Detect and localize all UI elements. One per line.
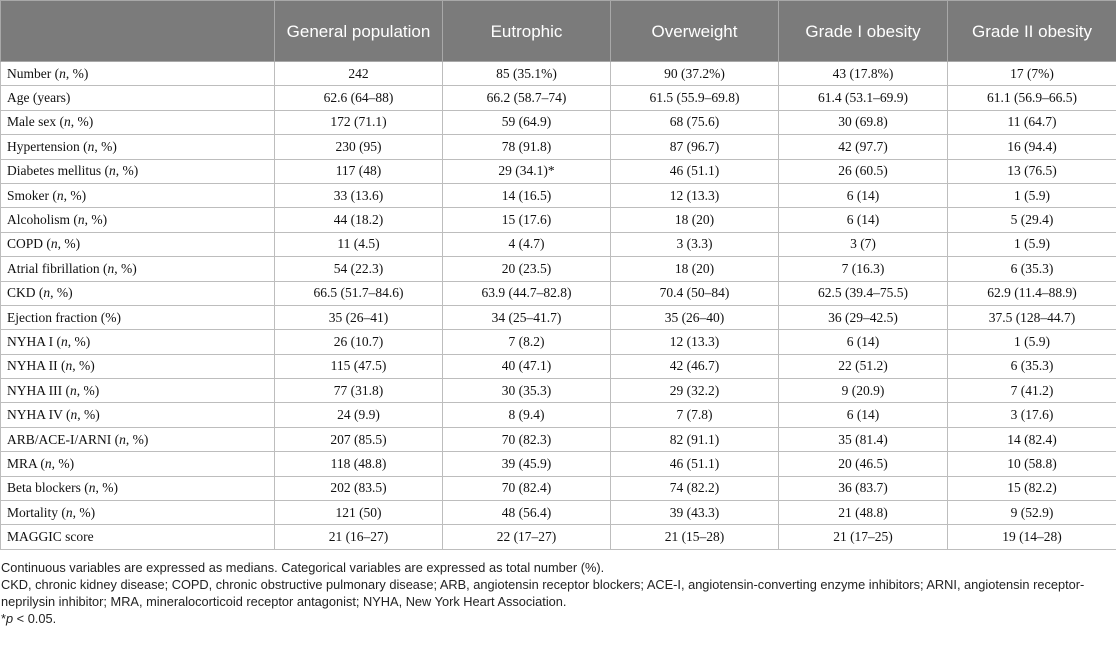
row-label xyxy=(1,62,275,86)
table-notes xyxy=(0,559,1116,627)
row-label xyxy=(1,427,275,451)
table-cell: 8 (9.4) xyxy=(443,403,611,427)
row-label-text: Beta blockers xyxy=(7,480,81,496)
table-cell: 46 (51.1) xyxy=(611,452,779,476)
row-label-unit: (n, %) xyxy=(62,382,100,398)
table-row xyxy=(1,62,1116,86)
table-cell: 26 (60.5) xyxy=(779,159,948,183)
table-cell: 43 (17.8%) xyxy=(779,62,948,86)
row-label-text: ARB/ACE-I/ARNI xyxy=(7,431,112,447)
table-row xyxy=(1,159,1116,183)
table-cell: 6 (14) xyxy=(779,183,948,207)
footnote-star: * xyxy=(1,610,6,626)
note-significance xyxy=(1,610,1116,627)
row-label xyxy=(1,281,275,305)
table-row xyxy=(1,305,1116,329)
table-cell: 36 (29–42.5) xyxy=(779,305,948,329)
header-grade-i-obesity: Grade I obesity xyxy=(779,1,948,62)
table-cell: 4 (4.7) xyxy=(443,232,611,256)
table-cell: 74 (82.2) xyxy=(611,476,779,500)
row-label-unit: (n, %) xyxy=(37,455,75,471)
row-label-unit: (n, %) xyxy=(49,187,87,203)
table-row xyxy=(1,379,1116,403)
footnote-threshold: < 0.05. xyxy=(13,610,57,626)
table-row xyxy=(1,403,1116,427)
table-row xyxy=(1,257,1116,281)
table-cell: 78 (91.8) xyxy=(443,135,611,159)
table-cell: 82 (91.1) xyxy=(611,427,779,451)
table-cell: 3 (3.3) xyxy=(611,232,779,256)
row-label-text: Hypertension xyxy=(7,138,80,154)
table-cell: 117 (48) xyxy=(275,159,443,183)
table-row xyxy=(1,208,1116,232)
table-cell: 35 (81.4) xyxy=(779,427,948,451)
header-cell-empty xyxy=(1,1,275,62)
table-cell: 29 (32.2) xyxy=(611,379,779,403)
table-cell: 20 (23.5) xyxy=(443,257,611,281)
row-label-text: Mortality xyxy=(7,504,58,520)
table-cell: 59 (64.9) xyxy=(443,110,611,134)
table-row xyxy=(1,330,1116,354)
table-cell: 44 (18.2) xyxy=(275,208,443,232)
row-label-unit: (n, %) xyxy=(62,407,100,423)
row-label-text: MRA xyxy=(7,455,38,471)
table-cell: 7 (8.2) xyxy=(443,330,611,354)
header-eutrophic: Eutrophic xyxy=(443,1,611,62)
table-cell: 42 (46.7) xyxy=(611,354,779,378)
table-cell: 33 (13.6) xyxy=(275,183,443,207)
table-row xyxy=(1,232,1116,256)
table-cell: 66.5 (51.7–84.6) xyxy=(275,281,443,305)
row-label-text: Diabetes mellitus xyxy=(7,163,102,179)
table-cell: 46 (51.1) xyxy=(611,159,779,183)
table-cell: 6 (35.3) xyxy=(948,257,1116,281)
table-cell: 1 (5.9) xyxy=(948,183,1116,207)
row-label-text: Number xyxy=(7,65,52,81)
table-cell: 30 (35.3) xyxy=(443,379,611,403)
table-cell: 6 (14) xyxy=(779,330,948,354)
table-cell: 9 (20.9) xyxy=(779,379,948,403)
row-label xyxy=(1,452,275,476)
table-cell: 39 (43.3) xyxy=(611,501,779,525)
row-label-text: COPD xyxy=(7,236,44,252)
table-cell: 19 (14–28) xyxy=(948,525,1116,549)
row-label-text: NYHA II xyxy=(7,358,58,374)
row-label-unit: (n, %) xyxy=(57,358,95,374)
table-cell: 7 (16.3) xyxy=(779,257,948,281)
row-label xyxy=(1,305,275,329)
table-cell: 9 (52.9) xyxy=(948,501,1116,525)
row-label-unit: (n, %) xyxy=(43,236,81,252)
row-label-unit: (n, %) xyxy=(70,212,108,228)
footnote-p: p xyxy=(5,610,14,626)
table-cell: 1 (5.9) xyxy=(948,232,1116,256)
table-cell: 35 (26–40) xyxy=(611,305,779,329)
table-cell: 207 (85.5) xyxy=(275,427,443,451)
table-cell: 40 (47.1) xyxy=(443,354,611,378)
table-cell: 18 (20) xyxy=(611,208,779,232)
row-label-text: CKD xyxy=(7,285,36,301)
table-cell: 115 (47.5) xyxy=(275,354,443,378)
row-label xyxy=(1,257,275,281)
table-cell: 118 (48.8) xyxy=(275,452,443,476)
table-row xyxy=(1,135,1116,159)
row-label-unit: (n, %) xyxy=(80,480,118,496)
table-cell: 6 (35.3) xyxy=(948,354,1116,378)
table-cell: 14 (16.5) xyxy=(443,183,611,207)
table-cell: 70.4 (50–84) xyxy=(611,281,779,305)
header-row xyxy=(1,1,1116,62)
table-cell: 6 (14) xyxy=(779,208,948,232)
header-overweight: Overweight xyxy=(611,1,779,62)
table-cell: 12 (13.3) xyxy=(611,183,779,207)
table-cell: 1 (5.9) xyxy=(948,330,1116,354)
table-cell: 87 (96.7) xyxy=(611,135,779,159)
table-cell: 35 (26–41) xyxy=(275,305,443,329)
table-row xyxy=(1,452,1116,476)
row-label-text: Ejection fraction (%) xyxy=(7,309,121,325)
table-row xyxy=(1,281,1116,305)
row-label-text: NYHA III xyxy=(7,382,63,398)
table-cell: 21 (17–25) xyxy=(779,525,948,549)
row-label-text: Atrial fibrillation xyxy=(7,260,100,276)
table-cell: 242 xyxy=(275,62,443,86)
table-cell: 70 (82.4) xyxy=(443,476,611,500)
table-cell: 85 (35.1%) xyxy=(443,62,611,86)
table-cell: 22 (17–27) xyxy=(443,525,611,549)
row-label xyxy=(1,379,275,403)
table-cell: 16 (94.4) xyxy=(948,135,1116,159)
table-cell: 24 (9.9) xyxy=(275,403,443,427)
row-label xyxy=(1,159,275,183)
table-cell: 121 (50) xyxy=(275,501,443,525)
table-cell: 61.4 (53.1–69.9) xyxy=(779,86,948,110)
table-cell: 36 (83.7) xyxy=(779,476,948,500)
header-grade-ii-obesity: Grade II obesity xyxy=(948,1,1116,62)
table-cell: 61.1 (56.9–66.5) xyxy=(948,86,1116,110)
row-label xyxy=(1,232,275,256)
row-label-text: MAGGIC score xyxy=(7,529,94,545)
table-cell: 202 (83.5) xyxy=(275,476,443,500)
table-cell: 48 (56.4) xyxy=(443,501,611,525)
table-cell: 62.5 (39.4–75.5) xyxy=(779,281,948,305)
row-label-unit: (n, %) xyxy=(51,65,89,81)
table-body xyxy=(1,62,1116,550)
table-row xyxy=(1,354,1116,378)
table-cell: 7 (41.2) xyxy=(948,379,1116,403)
table-cell: 37.5 (128–44.7) xyxy=(948,305,1116,329)
table-cell: 230 (95) xyxy=(275,135,443,159)
note-abbreviations: CKD, chronic kidney disease; COPD, chronic obstructive pulmonary disease; ARB, angiotensin receptor blockers; ACE-I, angiotensin-converting enzyme inhibitors; ARNI, angiotensin receptor-neprilysin inhibitor; MRA, mineralocorticoid receptor antagonist; NYHA, New York Heart Association. xyxy=(1,576,1085,609)
row-label-unit: (n, %) xyxy=(35,285,73,301)
row-label xyxy=(1,330,275,354)
table-row xyxy=(1,183,1116,207)
row-label-text: NYHA IV xyxy=(7,407,63,423)
table-cell: 3 (7) xyxy=(779,232,948,256)
table-cell: 54 (22.3) xyxy=(275,257,443,281)
table-cell: 5 (29.4) xyxy=(948,208,1116,232)
table-cell: 29 (34.1)* xyxy=(443,159,611,183)
table-header xyxy=(1,1,1116,62)
table-cell: 13 (76.5) xyxy=(948,159,1116,183)
table-cell: 22 (51.2) xyxy=(779,354,948,378)
table-row xyxy=(1,476,1116,500)
row-label-text: NYHA I xyxy=(7,333,54,349)
table-cell: 90 (37.2%) xyxy=(611,62,779,86)
table-cell: 62.9 (11.4–88.9) xyxy=(948,281,1116,305)
table-cell: 21 (16–27) xyxy=(275,525,443,549)
row-label xyxy=(1,476,275,500)
table-cell: 6 (14) xyxy=(779,403,948,427)
table-cell: 20 (46.5) xyxy=(779,452,948,476)
table-row xyxy=(1,110,1116,134)
table-cell: 15 (82.2) xyxy=(948,476,1116,500)
row-label-unit: (n, %) xyxy=(99,260,137,276)
row-label-unit: (n, %) xyxy=(111,431,149,447)
row-label-text: Smoker xyxy=(7,187,49,203)
table-cell: 63.9 (44.7–82.8) xyxy=(443,281,611,305)
table-cell: 21 (48.8) xyxy=(779,501,948,525)
table-cell: 26 (10.7) xyxy=(275,330,443,354)
row-label-text: Age (years) xyxy=(7,90,71,106)
row-label xyxy=(1,501,275,525)
table-row xyxy=(1,427,1116,451)
table-cell: 14 (82.4) xyxy=(948,427,1116,451)
table-row xyxy=(1,501,1116,525)
row-label xyxy=(1,86,275,110)
table-cell: 30 (69.8) xyxy=(779,110,948,134)
row-label-unit: (n, %) xyxy=(58,504,96,520)
table-cell: 11 (64.7) xyxy=(948,110,1116,134)
header-general-population: General population xyxy=(275,1,443,62)
table-cell: 3 (17.6) xyxy=(948,403,1116,427)
table-cell: 77 (31.8) xyxy=(275,379,443,403)
table-cell: 61.5 (55.9–69.8) xyxy=(611,86,779,110)
table-cell: 12 (13.3) xyxy=(611,330,779,354)
table-cell: 17 (7%) xyxy=(948,62,1116,86)
table-row xyxy=(1,86,1116,110)
row-label xyxy=(1,135,275,159)
row-label-unit: (n, %) xyxy=(101,163,139,179)
table-cell: 62.6 (64–88) xyxy=(275,86,443,110)
table-cell: 66.2 (58.7–74) xyxy=(443,86,611,110)
table-cell: 34 (25–41.7) xyxy=(443,305,611,329)
row-label xyxy=(1,525,275,549)
table-cell: 15 (17.6) xyxy=(443,208,611,232)
table-cell: 39 (45.9) xyxy=(443,452,611,476)
row-label-text: Male sex xyxy=(7,114,57,130)
table-cell: 21 (15–28) xyxy=(611,525,779,549)
row-label-text: Alcoholism xyxy=(7,212,70,228)
row-label xyxy=(1,354,275,378)
row-label-unit: (n, %) xyxy=(53,333,91,349)
table-cell: 10 (58.8) xyxy=(948,452,1116,476)
row-label xyxy=(1,183,275,207)
row-label-unit: (n, %) xyxy=(56,114,94,130)
table-cell: 42 (97.7) xyxy=(779,135,948,159)
row-label xyxy=(1,403,275,427)
table-cell: 11 (4.5) xyxy=(275,232,443,256)
table-cell: 172 (71.1) xyxy=(275,110,443,134)
table-cell: 7 (7.8) xyxy=(611,403,779,427)
row-label xyxy=(1,208,275,232)
table-cell: 18 (20) xyxy=(611,257,779,281)
table-cell: 68 (75.6) xyxy=(611,110,779,134)
table-cell: 70 (82.3) xyxy=(443,427,611,451)
row-label xyxy=(1,110,275,134)
table-row xyxy=(1,525,1116,549)
note-continuous-variables: Continuous variables are expressed as medians. Categorical variables are expressed as total number (%). xyxy=(1,559,605,575)
row-label-unit: (n, %) xyxy=(79,138,117,154)
